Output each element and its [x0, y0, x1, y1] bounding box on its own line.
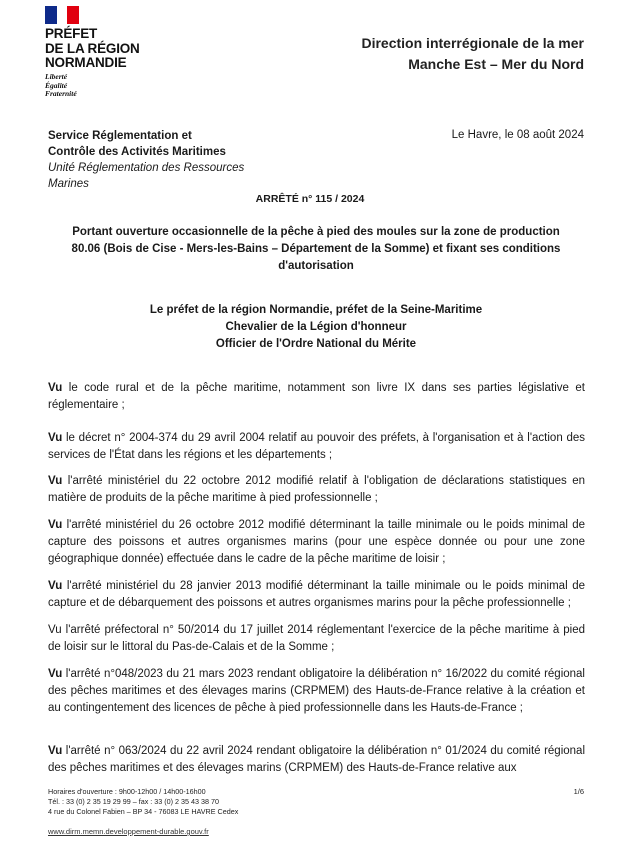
- visa-lead: Vu: [48, 580, 63, 592]
- objet-line: 80.06 (Bois de Cise - Mers-les-Bains – Département de la Somme) et fixant ses conditions: [71, 243, 561, 255]
- website-link[interactable]: www.dirm.memn.developpement-durable.gouv.fr: [48, 827, 209, 836]
- visa-lead: Vu: [48, 624, 62, 636]
- devise-liberte: Liberté: [45, 72, 68, 81]
- visa-paragraph: [48, 666, 585, 717]
- footer-address: 4 rue du Colonel Fabien – BP 34 - 76083 LE HAVRE Cedex: [48, 807, 239, 816]
- visa-lead: Vu: [48, 432, 63, 444]
- marianne-flag-logo: [45, 6, 79, 24]
- visa-lead: Vu: [48, 519, 63, 531]
- devise: [45, 73, 77, 99]
- prefet-region-logo-text: [45, 27, 140, 71]
- visa-paragraph: [48, 430, 585, 464]
- service-name-line: Contrôle des Activités Maritimes: [48, 146, 226, 158]
- visa-paragraph: [48, 578, 585, 612]
- direction-line: Manche Est – Mer du Nord: [408, 56, 584, 72]
- service-name-line: Service Réglementation et: [48, 130, 192, 142]
- direction-title: [361, 33, 584, 75]
- visa-text: l'arrêté préfectoral n° 50/2014 du 17 juillet 2014 réglementant l'exercice de la pêche maritime à pied de loisir sur le littoral du Pas-de-Calais et de la Somme ;: [48, 624, 585, 653]
- logo-line: PRÉFET: [45, 26, 98, 41]
- visa-lead: Vu: [48, 382, 63, 394]
- visa-text: le décret n° 2004-374 du 29 avril 2004 relatif au pouvoir des préfets, à l'organisation et à l'action des services de l'État dans les régions et les départements ;: [48, 432, 585, 461]
- unit-name-line: Marines: [48, 178, 89, 190]
- footer-contact: [48, 787, 238, 817]
- objet-line: d'autorisation: [278, 260, 354, 272]
- direction-line: Direction interrégionale de la mer: [361, 35, 584, 51]
- visa-paragraph: [48, 743, 585, 777]
- footer-hours: Horaires d'ouverture : 9h00-12h00 / 14h00-16h00: [48, 787, 206, 796]
- footer-phone: Tél. : 33 (0) 2 35 19 29 99 – fax : 33 (0) 2 35 43 38 70: [48, 797, 220, 806]
- visa-lead: Vu: [48, 668, 63, 680]
- visa-paragraph: [48, 622, 585, 656]
- prefet-line: Officier de l'Ordre National du Mérite: [215, 338, 417, 350]
- visa-paragraph: [48, 380, 585, 414]
- logo-line: NORMANDIE: [45, 55, 127, 70]
- visa-lead: Vu: [48, 475, 63, 487]
- visa-lead: Vu: [48, 745, 63, 757]
- unit-name-line: Unité Réglementation des Ressources: [48, 162, 245, 174]
- visa-text: l'arrêté n°048/2023 du 21 mars 2023 rendant obligatoire la délibération n° 16/2022 du comité régional des pêches maritimes et des élevages marins (CRPMEM) des Hauts-de-France relative à la création et au contingentement des licences de pêche à pied professionnelle dans les Hauts-de-France ;: [48, 668, 585, 714]
- visa-paragraph: [48, 517, 585, 568]
- visa-text: l'arrêté n° 063/2024 du 22 avril 2024 rendant obligatoire la délibération n° 01/2024 du comité régional des pêches maritimes et des élevages marins (CRPMEM) des Hauts-de-France relative aux: [48, 745, 585, 774]
- visa-text: l'arrêté ministériel du 26 octobre 2012 modifié déterminant la taille minimale ou le poids minimal de capture des poissons et autres organismes marins (pour une espèce donnée ou pour une zone géographique donnée) effectuée dans le cadre de la pêche maritime de loisir ;: [48, 519, 585, 565]
- devise-fraternite: Fraternité: [45, 89, 77, 98]
- visa-text: l'arrêté ministériel du 28 janvier 2013 modifié déterminant la taille minimale ou le poids minimal de capture et de débarquement des poissons et autres organismes marins pour la pêche professionnelle ;: [48, 580, 585, 609]
- prefet-line: Le préfet de la région Normandie, préfet de la Seine-Maritime: [149, 304, 483, 316]
- place-date: Le Havre, le 08 août 2024: [451, 129, 584, 141]
- prefet-line: Chevalier de la Légion d'honneur: [225, 321, 407, 333]
- visa-text: l'arrêté ministériel du 22 octobre 2012 modifié relatif à l'obligation de déclarations statistiques en matière de produits de la pêche maritime à pied professionnelle ;: [48, 475, 585, 504]
- arrete-objet: [48, 224, 584, 275]
- objet-line: Portant ouverture occasionnelle de la pêche à pied des moules sur la zone de production: [72, 226, 560, 238]
- visa-paragraph: [48, 473, 585, 507]
- visa-text: le code rural et de la pêche maritime, notamment son livre IX dans ses parties législative et réglementaire ;: [48, 382, 585, 411]
- devise-egalite: Égalité: [45, 80, 68, 90]
- service-block: [48, 128, 278, 192]
- arrete-number: ARRÊTÉ n° 115 / 2024: [255, 193, 365, 205]
- page-number: 1/6: [573, 787, 584, 796]
- logo-line: DE LA RÉGION: [45, 40, 140, 56]
- prefet-titles: [48, 302, 584, 353]
